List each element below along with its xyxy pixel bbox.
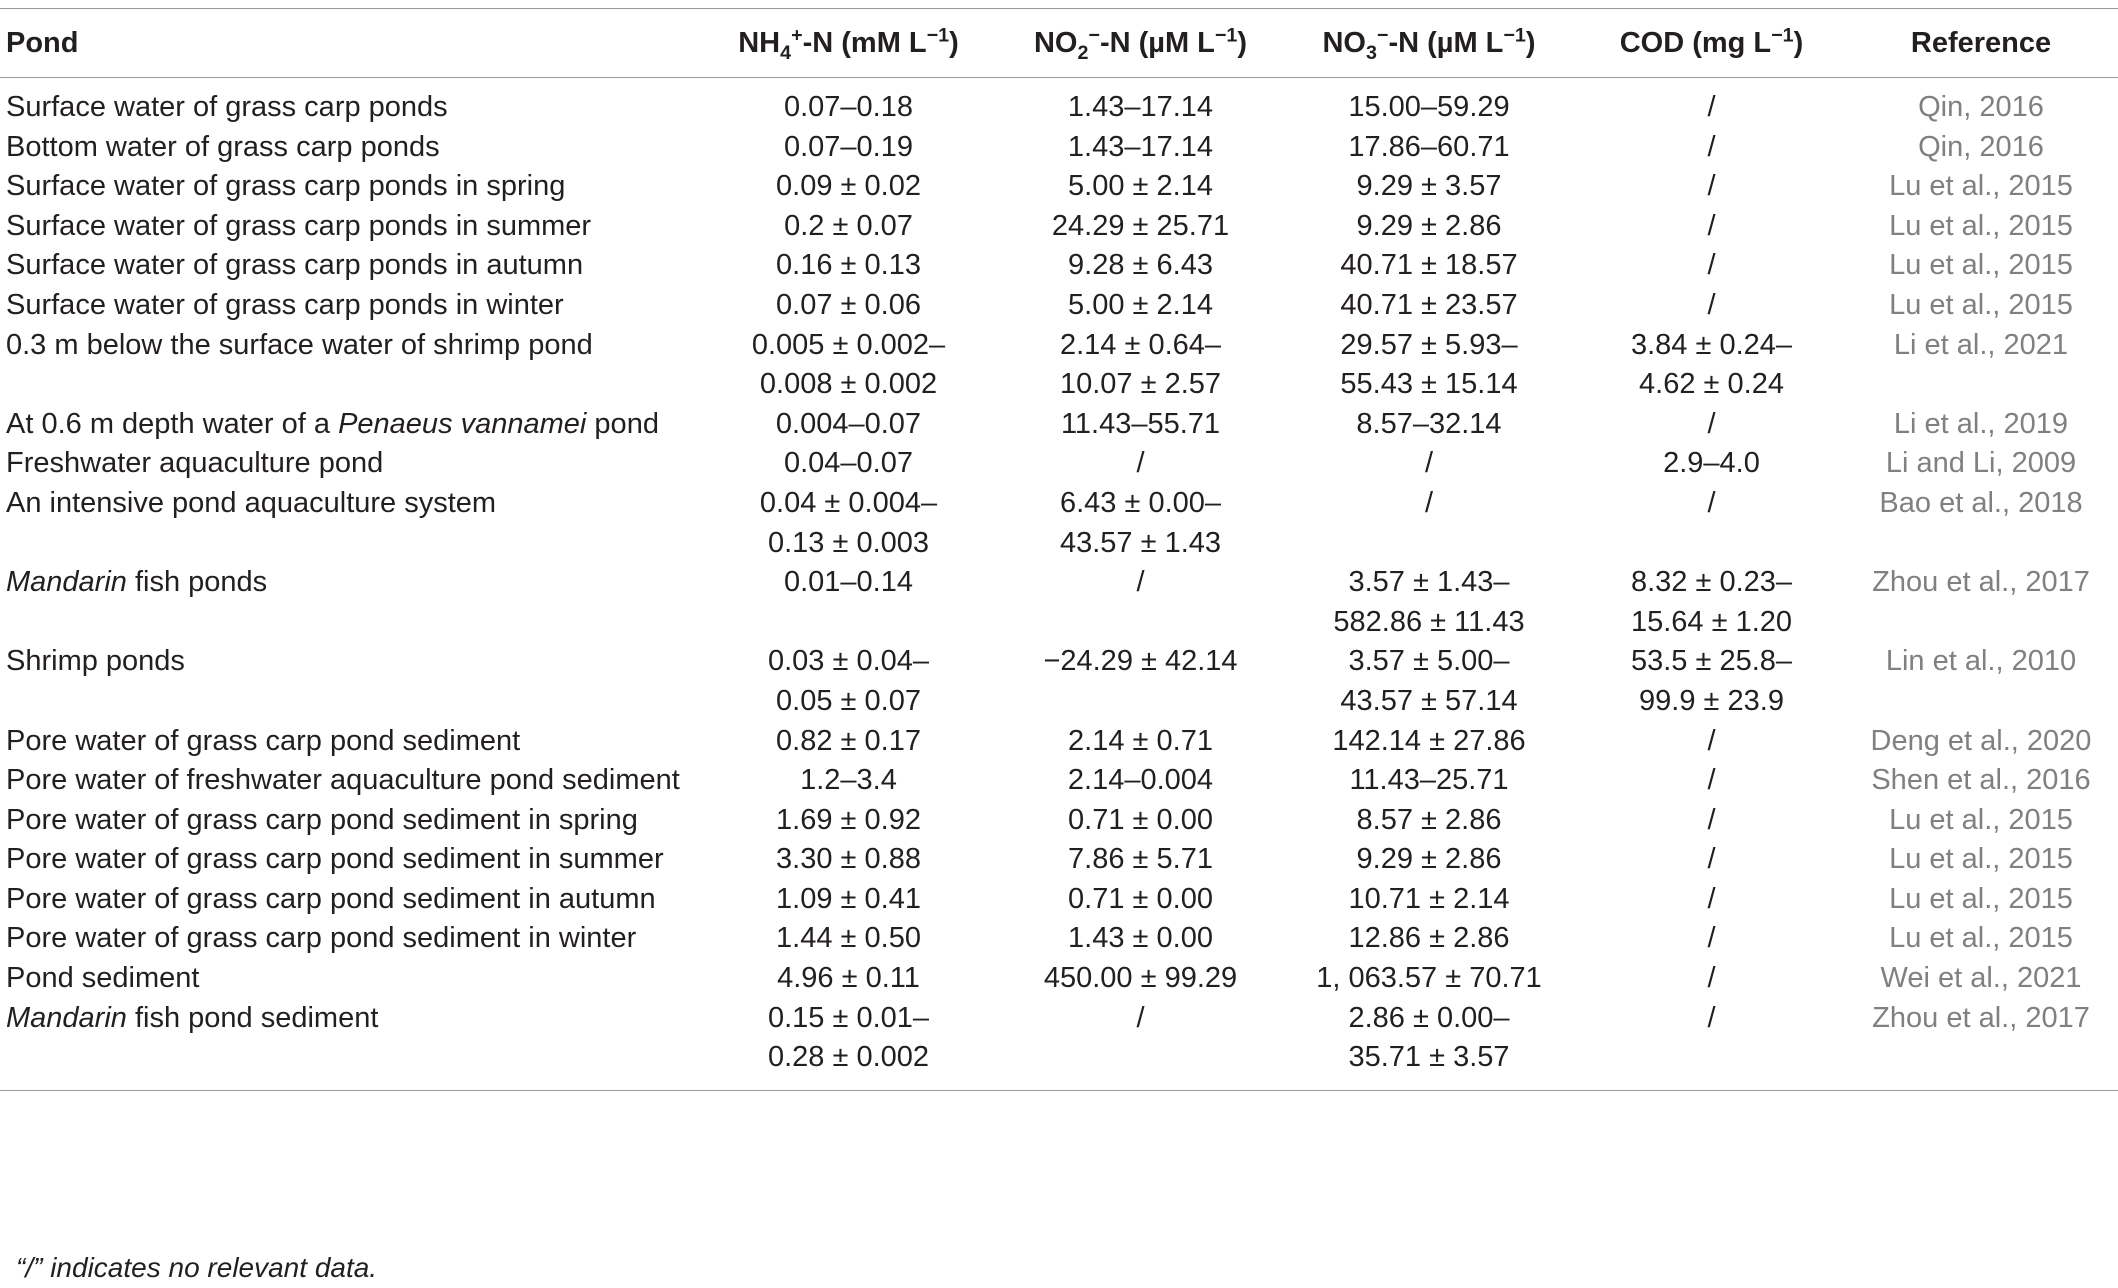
table-row [0, 444, 2118, 484]
cell-reference: Li and Li, 2009 [1885, 447, 2077, 480]
cell-nh4 [695, 207, 1002, 247]
cell-line: 0.2 ± 0.07 [784, 209, 913, 242]
table-row [0, 286, 2118, 326]
cell-line: 0.09 ± 0.02 [776, 170, 921, 203]
cell-line: / [1707, 1001, 1716, 1034]
cell-line: 1.43–17.14 [1067, 91, 1214, 123]
header-nh4-end: ) [949, 26, 959, 59]
cell-no3 [1279, 484, 1579, 563]
pond-text: Pore water of grass carp pond sediment in spring [6, 803, 638, 836]
cell-line: 142.14 ± 27.86 [1332, 724, 1526, 757]
cell-no2 [1002, 642, 1279, 721]
cell-nh4 [695, 840, 1002, 880]
cell-line: 3.84 ± 0.24– [1630, 328, 1793, 361]
cell-reference: Zhou et al., 2017 [1872, 566, 2090, 599]
table-body [0, 78, 2118, 1091]
cell-line: 2.14 ± 0.64– [1059, 328, 1222, 361]
cell-line: 0.07–0.18 [783, 91, 913, 123]
cell-cod [1579, 405, 1844, 445]
cell-line: / [1707, 407, 1716, 440]
table-row [0, 761, 2118, 801]
cell-line: 8.57 ± 2.86 [1356, 803, 1502, 836]
cell-no2 [1002, 444, 1279, 484]
cell-no2 [1002, 484, 1279, 563]
cell-line: 0.005 ± 0.002– [751, 328, 946, 361]
cell-nh4 [695, 167, 1002, 207]
cell-nh4 [695, 128, 1002, 168]
header-cod-pre: COD (mg L [1619, 26, 1772, 59]
cell-no3 [1279, 167, 1579, 207]
header-no2-pre: NO [1033, 26, 1078, 59]
pond-text: pond [586, 407, 659, 440]
cell-line: 9.29 ± 2.86 [1356, 209, 1502, 242]
pond-text: Pore water of grass carp pond sediment [6, 724, 521, 757]
cell-line: / [1707, 922, 1716, 955]
header-reference: Reference [1844, 9, 2118, 78]
table-row [0, 840, 2118, 880]
cell-line: / [1707, 486, 1716, 519]
header-nh4-sup: + [791, 23, 803, 46]
cell-line: 35.71 ± 3.57 [1348, 1041, 1510, 1074]
cell-line: 0.008 ± 0.002 [759, 368, 938, 401]
header-no2-sup: − [1088, 23, 1100, 46]
cell-cod [1579, 919, 1844, 959]
header-no2-post: -N (µM L [1099, 26, 1215, 59]
cell-nh4 [695, 484, 1002, 563]
cell-pond [0, 286, 695, 326]
cell-no3 [1279, 326, 1579, 405]
cell-cod [1579, 840, 1844, 880]
cell-nh4 [695, 919, 1002, 959]
pond-text: Penaeus vannamei [338, 407, 587, 440]
cell-pond [0, 128, 695, 168]
cell-pond [0, 642, 695, 721]
cell-no2 [1002, 405, 1279, 445]
cell-line: / [1707, 130, 1716, 163]
cell-pond [0, 246, 695, 286]
cell-cod [1579, 761, 1844, 801]
table-row [0, 326, 2118, 405]
cell-line: 53.5 ± 25.8– [1630, 645, 1793, 678]
cell-no2 [1002, 326, 1279, 405]
cell-cod [1579, 801, 1844, 841]
pond-text: An intensive pond aquaculture system [6, 486, 497, 519]
cell-cod [1579, 999, 1844, 1091]
cell-line: / [1707, 882, 1716, 915]
cell-line: 43.57 ± 57.14 [1340, 684, 1518, 717]
cell-line: / [1707, 962, 1716, 995]
header-no3-sup2: −1 [1503, 23, 1526, 46]
cell-no2 [1002, 167, 1279, 207]
cell-reference: Bao et al., 2018 [1879, 486, 2083, 519]
footnote: “/” indicates no relevant data. [16, 1252, 378, 1283]
cell-no3 [1279, 722, 1579, 762]
cell-line: 12.86 ± 2.86 [1348, 922, 1510, 955]
cell-line: 15.00–59.29 [1348, 91, 1510, 123]
cell-reference: Lu et al., 2015 [1889, 922, 2073, 955]
cell-line: 1.69 ± 0.92 [776, 803, 921, 836]
cell-cod [1579, 642, 1844, 721]
cell-no3 [1279, 959, 1579, 999]
cell-reference: Lu et al., 2015 [1889, 288, 2073, 321]
cell-line: 8.32 ± 0.23– [1630, 566, 1793, 599]
cell-reference: Lu et al., 2015 [1889, 882, 2073, 915]
cell-line: 0.07 ± 0.06 [776, 288, 921, 321]
cell-no2 [1002, 78, 1279, 128]
cell-cod [1579, 246, 1844, 286]
cell-pond [0, 801, 695, 841]
cell-reference: Lu et al., 2015 [1889, 170, 2073, 203]
cell-line: 0.15 ± 0.01– [767, 1001, 930, 1034]
cell-line: / [1136, 1001, 1145, 1034]
cell-line: 0.13 ± 0.003 [767, 526, 930, 559]
cell-cod [1579, 484, 1844, 563]
header-no2-sup2: −1 [1214, 23, 1238, 46]
pond-text: Surface water of grass carp ponds in autumn [6, 249, 584, 282]
cell-no3 [1279, 286, 1579, 326]
pond-text: Surface water of grass carp ponds [6, 91, 448, 123]
table-row [0, 128, 2118, 168]
cell-line: / [1707, 170, 1716, 203]
cell-pond [0, 484, 695, 563]
cell-pond [0, 326, 695, 405]
cell-line: / [1136, 447, 1145, 480]
header-nh4-post: -N (mM L [802, 26, 927, 59]
cell-line: 0.82 ± 0.17 [776, 724, 921, 757]
cell-line: 0.01–0.14 [783, 566, 913, 599]
table-row [0, 207, 2118, 247]
cell-no2 [1002, 801, 1279, 841]
cell-no2 [1002, 207, 1279, 247]
table-row [0, 959, 2118, 999]
cell-no2 [1002, 840, 1279, 880]
cell-no3 [1279, 246, 1579, 286]
cell-nh4 [695, 78, 1002, 128]
cell-line: 29.57 ± 5.93– [1340, 328, 1518, 361]
cell-nh4 [695, 722, 1002, 762]
pond-text: Freshwater aquaculture pond [6, 447, 384, 480]
cell-line: / [1707, 724, 1716, 757]
cell-cod [1579, 959, 1844, 999]
cell-nh4 [695, 444, 1002, 484]
pond-text: Pore water of grass carp pond sediment in autumn [6, 882, 656, 915]
cell-no2 [1002, 128, 1279, 168]
cell-reference: Li et al., 2021 [1893, 328, 2069, 361]
cell-line: 10.07 ± 2.57 [1059, 368, 1222, 401]
cell-reference: Wei et al., 2021 [1880, 962, 2082, 995]
cell-line: 5.00 ± 2.14 [1068, 170, 1213, 203]
cell-no2 [1002, 999, 1279, 1091]
cell-line: 24.29 ± 25.71 [1051, 209, 1230, 242]
cell-line: 5.00 ± 2.14 [1068, 288, 1213, 321]
cell-no3 [1279, 801, 1579, 841]
cell-pond [0, 919, 695, 959]
header-pond: Pond [0, 9, 695, 78]
cell-line: / [1707, 288, 1716, 321]
cell-line: 0.28 ± 0.002 [767, 1041, 930, 1074]
cell-no3 [1279, 642, 1579, 721]
table-row [0, 167, 2118, 207]
cell-line: 3.30 ± 0.88 [776, 843, 921, 876]
cell-line: 4.96 ± 0.11 [777, 962, 920, 995]
cell-line: / [1136, 566, 1145, 599]
cell-line: / [1707, 249, 1716, 282]
header-no3-post: -N (µM L [1388, 26, 1504, 59]
cell-line: 2.14–0.004 [1067, 764, 1214, 797]
table-row [0, 484, 2118, 563]
cell-no3 [1279, 999, 1579, 1091]
header-no2 [1002, 9, 1279, 78]
cell-no3 [1279, 128, 1579, 168]
cell-line: 9.29 ± 2.86 [1356, 843, 1502, 876]
cell-reference: Li et al., 2019 [1893, 407, 2069, 440]
cell-line: / [1707, 764, 1716, 797]
cell-line: 40.71 ± 23.57 [1340, 288, 1518, 321]
cell-line: 1, 063.57 ± 70.71 [1316, 962, 1542, 995]
table-row [0, 405, 2118, 445]
cell-reference: Lin et al., 2010 [1885, 645, 2077, 678]
cell-line: 55.43 ± 15.14 [1340, 368, 1518, 401]
cell-nh4 [695, 326, 1002, 405]
pond-text: fish ponds [126, 566, 268, 599]
cell-nh4 [695, 563, 1002, 642]
pond-text: Shrimp ponds [6, 645, 185, 678]
table-row [0, 919, 2118, 959]
pond-text: Pore water of grass carp pond sediment in summer [6, 843, 664, 876]
cell-pond [0, 563, 695, 642]
cell-line: 6.43 ± 0.00– [1059, 486, 1222, 519]
cell-line: 2.9–4.0 [1663, 447, 1760, 480]
cell-line: 1.44 ± 0.50 [776, 922, 921, 955]
cell-line: 0.05 ± 0.07 [776, 684, 921, 717]
cell-nh4 [695, 642, 1002, 721]
cell-pond [0, 722, 695, 762]
cell-line: 1.2–3.4 [800, 764, 897, 797]
cell-line: 2.86 ± 0.00– [1348, 1001, 1510, 1034]
pond-text: Surface water of grass carp ponds in summer [6, 209, 592, 242]
cell-line: 43.57 ± 1.43 [1059, 526, 1222, 559]
cell-nh4 [695, 405, 1002, 445]
cell-reference: Zhou et al., 2017 [1844, 999, 2118, 1091]
cell-no3 [1279, 78, 1579, 128]
cell-no2 [1002, 722, 1279, 762]
pond-text: Pore water of freshwater aquaculture pond sediment [6, 764, 680, 797]
cell-reference: Qin, 2016 [1918, 130, 2044, 163]
cell-line: 40.71 ± 18.57 [1340, 249, 1518, 282]
header-nh4-sup2: −1 [926, 23, 950, 46]
header-nh4 [695, 9, 1002, 78]
cell-line: / [1707, 803, 1716, 836]
cell-cod [1579, 128, 1844, 168]
cell-nh4 [695, 999, 1002, 1091]
cell-nh4 [695, 761, 1002, 801]
cell-line: 0.16 ± 0.13 [776, 249, 921, 282]
cell-reference: Lu et al., 2015 [1889, 209, 2073, 242]
cell-no3 [1279, 207, 1579, 247]
pond-text: Mandarin [6, 566, 127, 599]
cell-line: 17.86–60.71 [1348, 130, 1510, 163]
cell-line: 3.57 ± 1.43– [1348, 566, 1510, 599]
pond-text: Surface water of grass carp ponds in spring [6, 170, 566, 203]
cell-cod [1579, 563, 1844, 642]
pond-text: Pond sediment [6, 962, 200, 995]
cell-cod [1579, 78, 1844, 128]
cell-line: 0.004–0.07 [775, 407, 922, 440]
cell-nh4 [695, 880, 1002, 920]
data-table [0, 8, 2118, 1091]
pond-text: At 0.6 m depth water of a [6, 407, 339, 440]
cell-line: 99.9 ± 23.9 [1639, 684, 1784, 717]
cell-reference: Lu et al., 2015 [1889, 803, 2073, 836]
cell-pond [0, 167, 695, 207]
cell-no3 [1279, 840, 1579, 880]
cell-line: 2.14 ± 0.71 [1068, 724, 1213, 757]
header-no3-sup: − [1376, 23, 1389, 46]
cell-line: 8.57–32.14 [1356, 407, 1502, 440]
table-row [0, 722, 2118, 762]
cell-line: 0.71 ± 0.00 [1068, 882, 1213, 915]
cell-line: 450.00 ± 99.29 [1043, 962, 1238, 995]
table-row [0, 801, 2118, 841]
pond-text: Surface water of grass carp ponds in winter [6, 288, 564, 321]
pond-text: 0.3 m below the surface water of shrimp pond [6, 328, 593, 361]
pond-text: Pore water of grass carp pond sediment in winter [6, 922, 637, 955]
cell-line: / [1707, 843, 1716, 876]
cell-pond [0, 444, 695, 484]
cell-line: 15.64 ± 1.20 [1630, 605, 1793, 638]
cell-nh4 [695, 959, 1002, 999]
cell-line: 1.09 ± 0.41 [776, 882, 921, 915]
cell-line: 0.07–0.19 [783, 130, 913, 163]
header-row [0, 9, 2118, 78]
cell-reference: Lu et al., 2015 [1889, 843, 2073, 876]
cell-pond [0, 840, 695, 880]
cell-pond [0, 78, 695, 128]
cell-line: 0.04–0.07 [783, 447, 913, 480]
cell-no3 [1279, 880, 1579, 920]
cell-nh4 [695, 801, 1002, 841]
cell-line: 0.71 ± 0.00 [1068, 803, 1213, 836]
cell-line: 0.03 ± 0.04– [767, 645, 930, 678]
cell-cod [1579, 207, 1844, 247]
cell-no2 [1002, 246, 1279, 286]
cell-no2 [1002, 563, 1279, 642]
cell-cod [1579, 286, 1844, 326]
cell-no2 [1002, 919, 1279, 959]
cell-line: 582.86 ± 11.43 [1333, 605, 1525, 638]
cell-reference: Deng et al., 2020 [1870, 724, 2092, 757]
table-row [0, 78, 2118, 128]
cell-no3 [1279, 405, 1579, 445]
cell-line: 9.28 ± 6.43 [1068, 249, 1213, 282]
cell-no2 [1002, 880, 1279, 920]
cell-nh4 [695, 246, 1002, 286]
cell-nh4 [695, 286, 1002, 326]
table-row [0, 999, 2118, 1091]
cell-line: 7.86 ± 5.71 [1068, 843, 1213, 876]
cell-no2 [1002, 959, 1279, 999]
cell-no3 [1279, 563, 1579, 642]
cell-line: / [1424, 486, 1434, 519]
cell-line: 1.43–17.14 [1067, 130, 1214, 163]
header-no3 [1279, 9, 1579, 78]
cell-line: 11.43–25.71 [1349, 764, 1509, 797]
cell-no3 [1279, 761, 1579, 801]
cell-line: 0.04 ± 0.004– [759, 486, 938, 519]
cell-line: / [1424, 447, 1434, 480]
pond-text: Mandarin [6, 1001, 127, 1034]
cell-cod [1579, 880, 1844, 920]
cell-pond [0, 959, 695, 999]
header-no2-end: ) [1237, 26, 1248, 59]
table-row [0, 880, 2118, 920]
cell-pond [0, 207, 695, 247]
cell-reference: Qin, 2016 [1918, 91, 2044, 123]
cell-line: 10.71 ± 2.14 [1348, 882, 1510, 915]
header-cod-sup: −1 [1771, 23, 1794, 46]
header-cod [1579, 9, 1844, 78]
cell-cod [1579, 326, 1844, 405]
header-no3-end: ) [1525, 26, 1536, 59]
pond-text: Bottom water of grass carp ponds [6, 130, 440, 163]
cell-line: −24.29 ± 42.14 [1043, 645, 1238, 678]
cell-cod [1579, 167, 1844, 207]
cell-line: 1.43 ± 0.00 [1068, 922, 1213, 955]
cell-line: 9.29 ± 3.57 [1356, 170, 1502, 203]
header-nh4-sub: 4 [780, 41, 792, 64]
cell-cod [1579, 722, 1844, 762]
cell-cod [1579, 444, 1844, 484]
cell-pond [0, 761, 695, 801]
cell-pond [0, 405, 695, 445]
pond-text: fish pond sediment [126, 1001, 379, 1034]
header-no3-sub: 3 [1365, 41, 1377, 64]
table-row [0, 642, 2118, 721]
cell-no3 [1279, 444, 1579, 484]
cell-line: 4.62 ± 0.24 [1639, 368, 1784, 401]
cell-line: / [1707, 91, 1716, 123]
cell-reference: Shen et al., 2016 [1871, 764, 2091, 797]
table-row [0, 563, 2118, 642]
header-cod-end: ) [1793, 26, 1804, 59]
header-no2-sub: 2 [1077, 41, 1089, 64]
cell-pond [0, 999, 695, 1091]
cell-line: 11.43–55.71 [1060, 407, 1221, 440]
cell-pond [0, 880, 695, 920]
cell-line: / [1707, 209, 1716, 242]
header-nh4-pre: NH [738, 26, 781, 59]
cell-no3 [1279, 919, 1579, 959]
table-row [0, 246, 2118, 286]
cell-line: 3.57 ± 5.00– [1348, 645, 1510, 678]
cell-no2 [1002, 286, 1279, 326]
cell-no2 [1002, 761, 1279, 801]
header-no3-pre: NO [1322, 26, 1366, 59]
cell-reference: Lu et al., 2015 [1889, 249, 2073, 282]
